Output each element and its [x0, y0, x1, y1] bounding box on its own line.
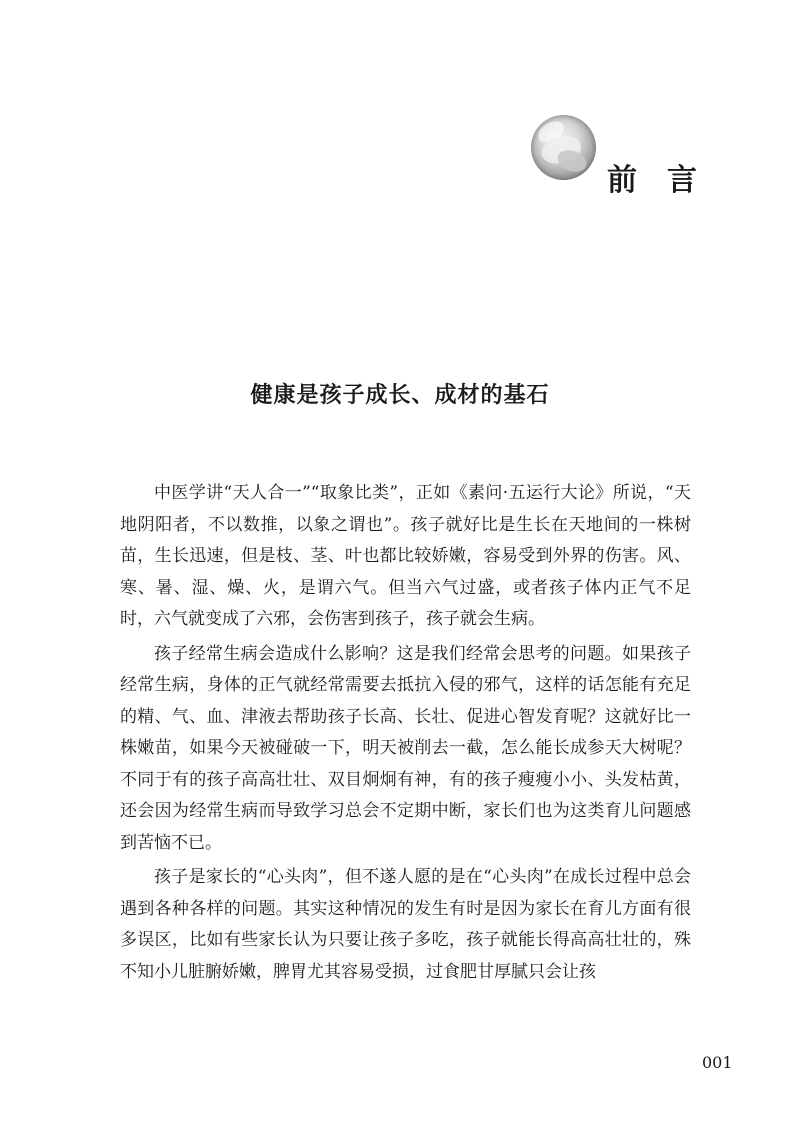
paragraph: 中医学讲“天人合一”“取象比类”，正如《素问·五运行大论》所说，“天地阴阳者，不以数推，以象之谓也”。孩子就好比是生长在天地间的一株树苗，生长迅速，但是枝、茎、叶也都比较娇嫩，容易受到外界的伤害。风、寒、暑、湿、燥、火，是谓六气。但当六气过盛，或者孩子体内正气不足时，六气就变成了六邪，会伤害到孩子，孩子就会生病。: [120, 483, 691, 629]
chapter-title: 前言: [607, 163, 727, 198]
section-title: 健康是孩子成长、成材的基石: [250, 383, 550, 408]
paragraph: 孩子经常生病会造成什么影响？这是我们经常会思考的问题。如果孩子经常生病，身体的正气就经常需要去抵抗入侵的邪气，这样的话怎能有充足的精、气、血、津液去帮助孩子长高、长壮、促进心智发育呢？这就好比一株嫩苗，如果今天被碰破一下，明天被削去一截，怎么能长成参天大树呢？不同于有的孩子高高壮壮、双目炯炯有神，有的孩子瘦瘦小小、头发枯黄，还会因为经常生病而导致学习总会不定期中断，家长们也为这类育儿问题感到苦恼不已。: [120, 643, 691, 853]
paragraph: 孩子是家长的“心头肉”，但不遂人愿的是在“心头肉”在成长过程中总会遇到各种各样的问题。其实这种情况的发生有时是因为家长在育儿方面有很多误区，比如有些家长认为只要让孩子多吃，孩子就能长得高高壮壮的，殊不知小儿脏腑娇嫩，脾胃尤其容易受损，过食肥甘厚腻只会让孩: [120, 867, 691, 982]
chapter-emblem-image: [531, 115, 596, 180]
page-number: 001: [702, 1053, 733, 1072]
body-text: [120, 478, 691, 991]
